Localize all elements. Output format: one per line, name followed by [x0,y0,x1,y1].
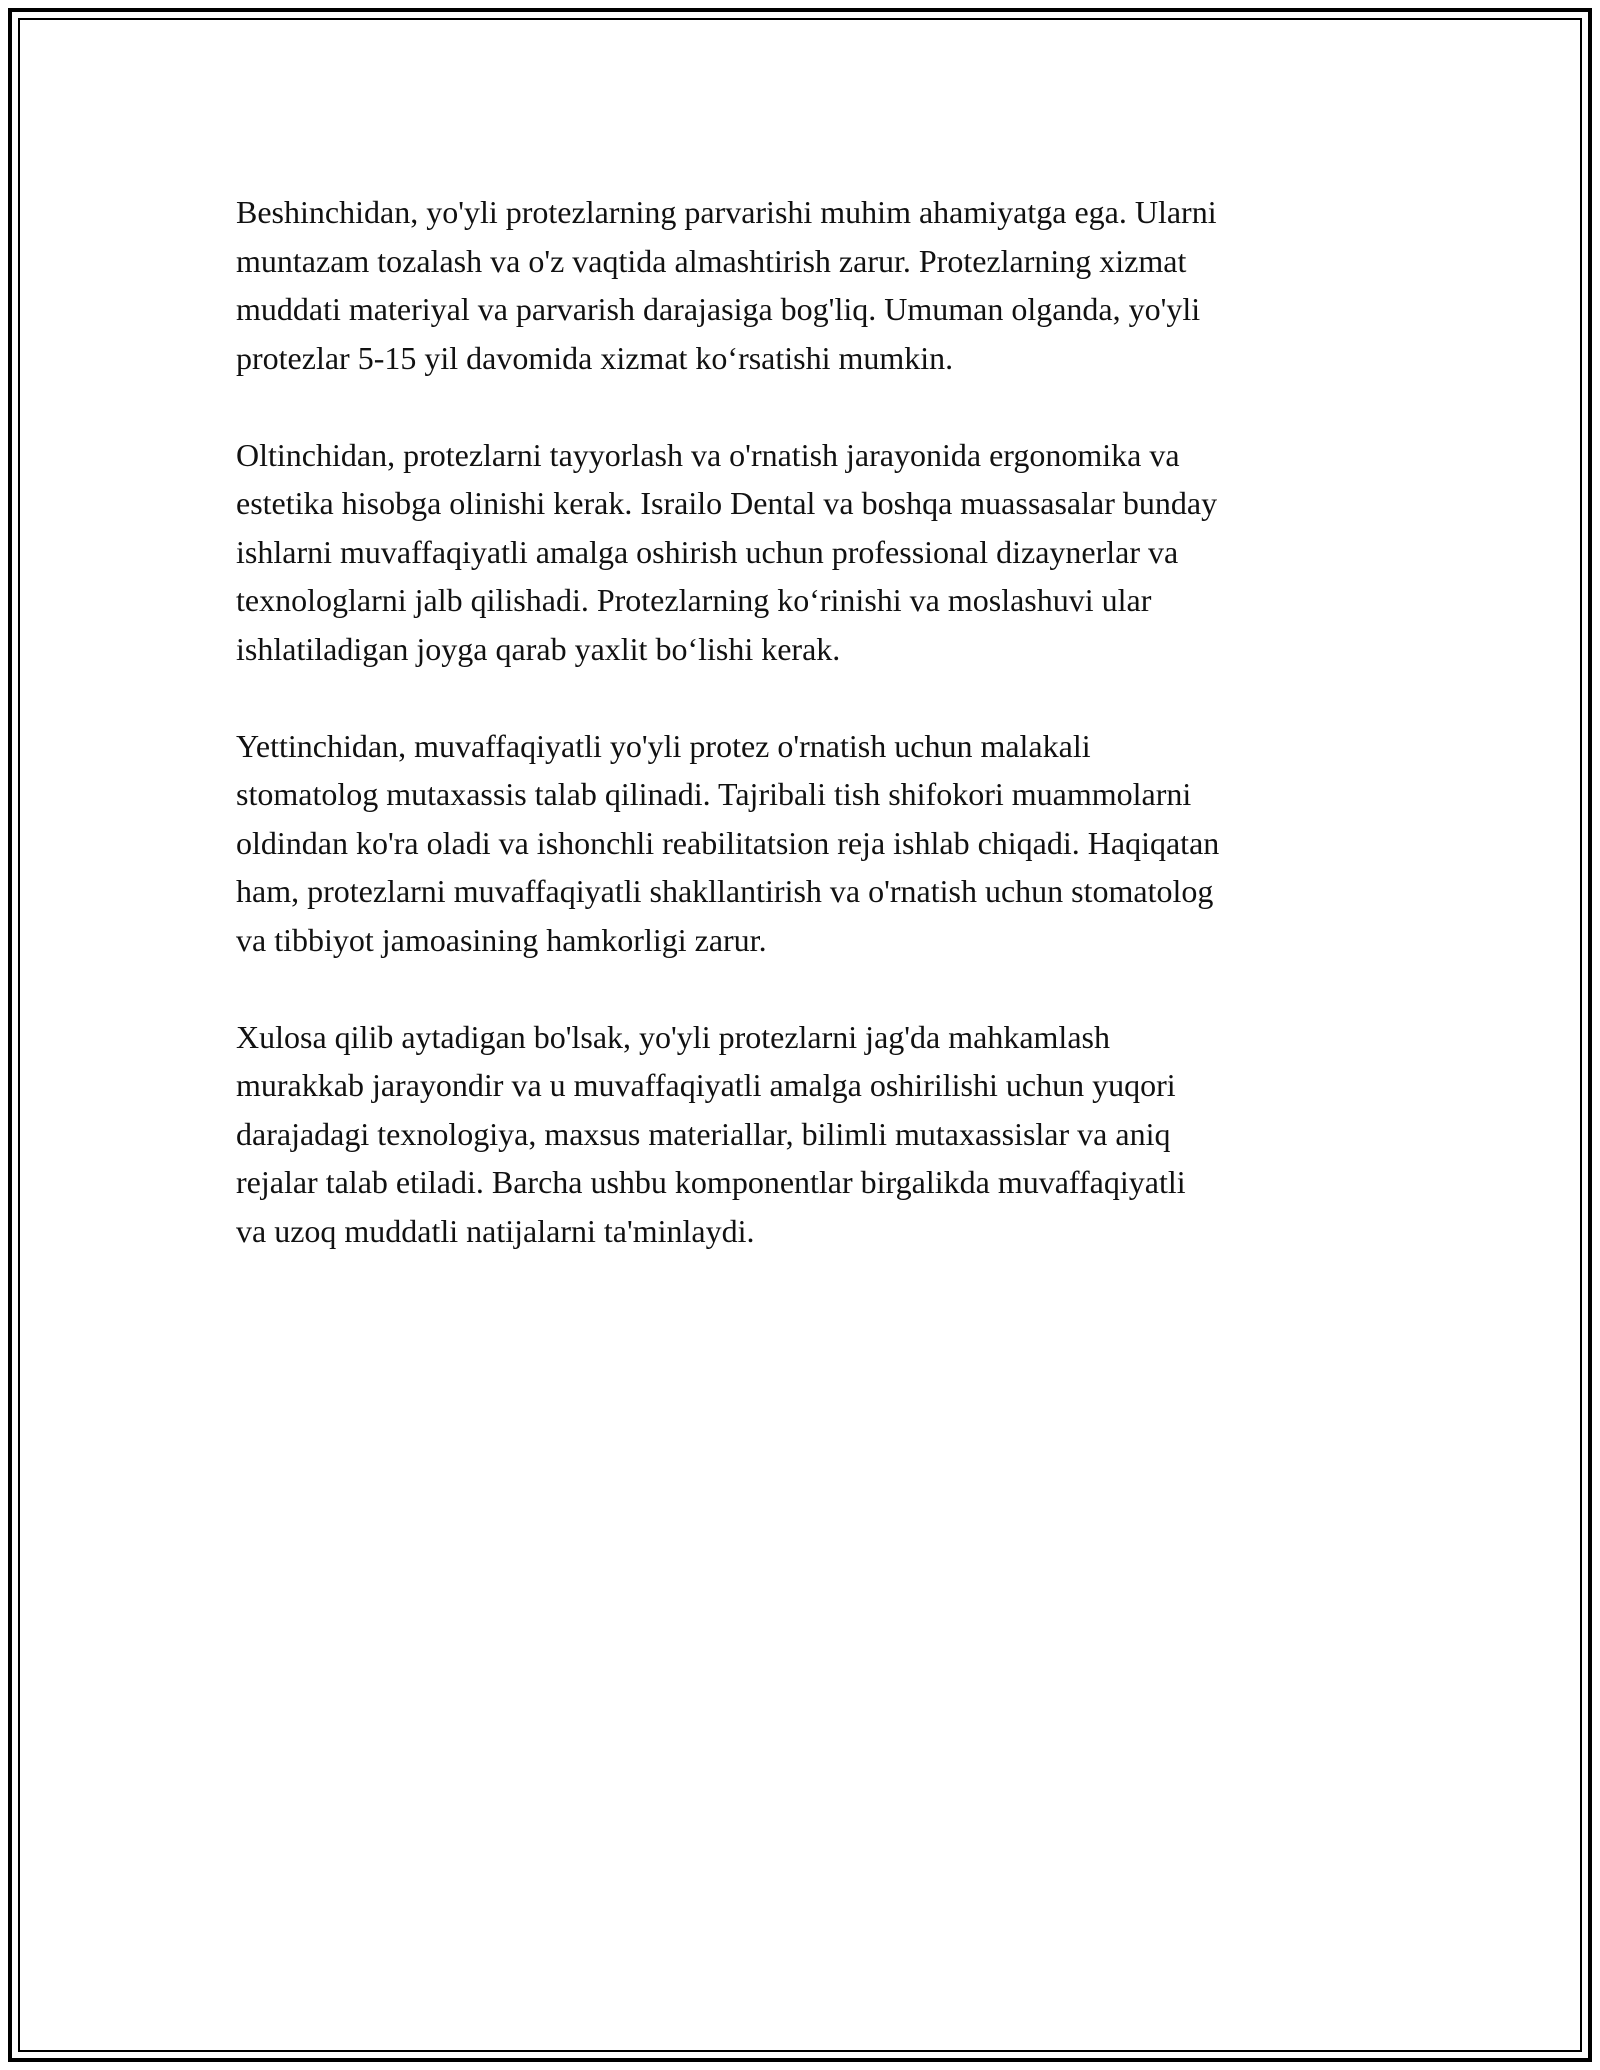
document-body [236,188,1376,1304]
paragraph-seventh: Yettinchidan, muvaffaqiyatli yo'yli protez o'rnatish uchun malakali stomatolog mutaxassis talab qilinadi. Tajribali tish shifokori muammolarni oldindan ko'ra oladi va ishonchli reabilitatsion reja ishlab chiqadi. Haqiqatan ham, protezlarni muvaffaqiyatli shakllantirish va o'rnatish uchun stomatolog va tibbiyot jamoasining hamkorligi zarur. [236,727,1220,958]
paragraph-conclusion: Xulosa qilib aytadigan bo'lsak, yo'yli protezlarni jag'da mahkamlash murakkab jarayondir va u muvaffaqiyatli amalga oshirilishi uchun yuqori darajadagi texnologiya, maxsus materiallar, bilimli mutaxassislar va aniq rejalar talab etiladi. Barcha ushbu komponentlar birgalikda muvaffaqiyatli va uzoq muddatli natijalarni ta'minlaydi. [236,1018,1186,1249]
paragraph-fifth: Beshinchidan, yo'yli protezlarning parvarishi muhim ahamiyatga ega. Ularni muntazam tozalash va o'z vaqtida almashtirish zarur. Protezlarning xizmat muddati materiyal va parvarish darajasiga bog'liq. Umuman olganda, yo'yli protezlar 5-15 yil davomida xizmat ko‘rsatishi mumkin. [236,194,1217,376]
paragraph-sixth: Oltinchidan, protezlarni tayyorlash va o'rnatish jarayonida ergonomika va estetika hisobga olinishi kerak. Israilo Dental va boshqa muassasalar bunday ishlarni muvaffaqiyatli amalga oshirish uchun professional dizaynerlar va texnologlarni jalb qilishadi. Protezlarning ko‘rinishi va moslashuvi ular ishlatiladigan joyga qarab yaxlit bo‘lishi kerak. [236,436,1218,667]
